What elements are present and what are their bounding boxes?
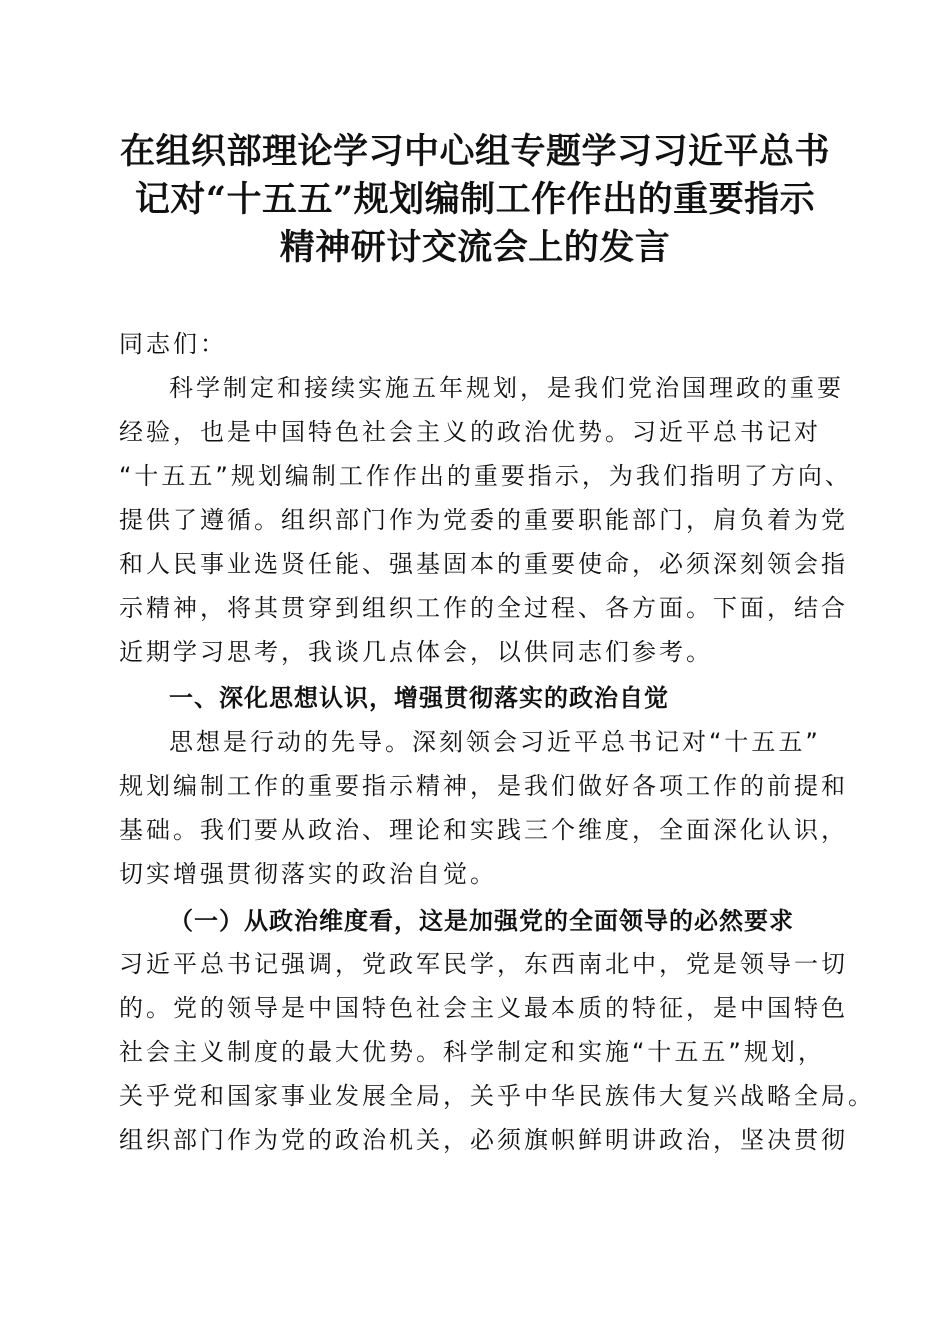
section-heading-1: [119, 676, 839, 720]
paragraph-line: “十五五”规划编制工作作出的重要指示，为我们指明了方向、: [119, 462, 852, 490]
paragraph-line: 基础。我们要从政治、理论和实践三个维度，全面深化认识，: [119, 816, 848, 844]
title-line: 在组织部理论学习中心组专题学习习近平总书: [119, 131, 830, 172]
paragraph-line: 习近平总书记强调，党政军民学，东西南北中，党是领导一切: [119, 950, 848, 978]
paragraph-line: 规划编制工作的重要指示精神，是我们做好各项工作的前提和: [119, 772, 848, 800]
document-title: [100, 128, 850, 272]
paragraph-line: 切实增强贯彻落实的政治自觉。: [119, 860, 497, 888]
paragraph-line: 科学制定和接续实施五年规划，是我们党治国理政的重要: [169, 374, 844, 402]
greeting-text: 同志们：: [119, 330, 227, 358]
heading-text: 一、深化思想认识，增强贯彻落实的政治自觉: [169, 684, 669, 712]
paragraph-line: 近期学习思考，我谈几点体会，以供同志们参考。: [119, 638, 713, 666]
paragraph-line: 思想是行动的先导。深刻领会习近平总书记对“十五五”: [169, 728, 821, 756]
paragraph-intro: [119, 366, 852, 674]
paragraph-line: 经验，也是中国特色社会主义的政治优势。习近平总书记对: [119, 418, 821, 446]
paragraph-line: 和人民事业选贤任能、强基固本的重要使命，必须深刻领会指: [119, 550, 848, 578]
paragraph-line: 的。党的领导是中国特色社会主义最本质的特征，是中国特色: [119, 994, 848, 1022]
paragraph-line: 社会主义制度的最大优势。科学制定和实施“十五五”规划，: [119, 1038, 825, 1066]
paragraph-line: 组织部门作为党的政治机关，必须旗帜鲜明讲政治，坚决贯彻: [119, 1126, 848, 1154]
title-line: 记对“十五五”规划编制工作作出的重要指示: [134, 179, 816, 220]
title-line: 精神研讨交流会上的发言: [279, 227, 671, 268]
greeting: [119, 322, 839, 366]
subsection-heading-1: [119, 899, 839, 943]
paragraph-subsection-1: [119, 942, 875, 1162]
paragraph-line: 示精神，将其贯穿到组织工作的全过程、各方面。下面，结合: [119, 594, 848, 622]
heading-text: （一）从政治维度看，这是加强党的全面领导的必然要求: [169, 907, 794, 935]
paragraph-line: 提供了遵循。组织部门作为党委的重要职能部门，肩负着为党: [119, 506, 848, 534]
paragraph-section-1: [119, 720, 848, 896]
paragraph-line: 关乎党和国家事业发展全局，关乎中华民族伟大复兴战略全局。: [119, 1082, 875, 1110]
